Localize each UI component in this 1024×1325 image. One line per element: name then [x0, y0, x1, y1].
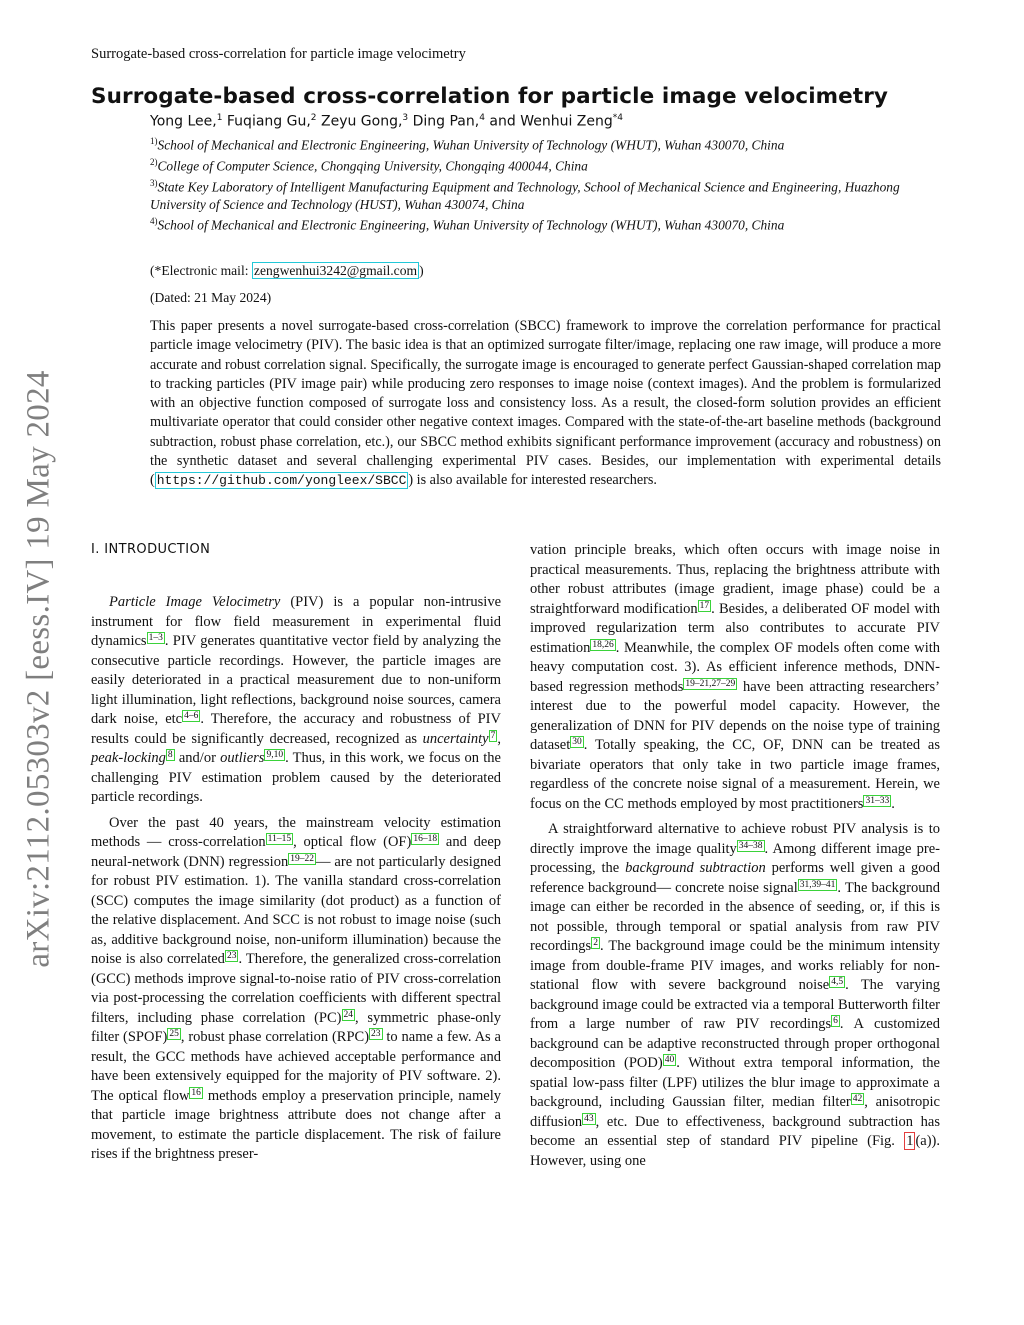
section-heading-introduction: I. INTRODUCTION [91, 542, 211, 557]
affiliation-text: School of Mechanical and Electronic Engineering, Wuhan University of Technology (WHUT), Wuhan 430070, China [157, 217, 785, 233]
paragraph [91, 814, 501, 1165]
citation-link[interactable]: 17 [699, 600, 710, 611]
text-run: and/or [174, 750, 221, 766]
author: Zeyu Gong, [320, 113, 403, 130]
citation-link[interactable]: 4,5 [831, 977, 844, 987]
text-run: . A customized background can be adaptive reconstructed through proper orthogonal decomposition (POD) [530, 1016, 940, 1071]
text-run: . Therefore, the accuracy and robustness of PIV results could be significantly decreased, recognized as [91, 711, 501, 747]
text-run: peak-locking [91, 750, 166, 766]
affiliation-number: 3) [150, 177, 158, 188]
text-run: uncertainty [422, 730, 489, 747]
citation-link[interactable]: 19–22 [290, 853, 314, 864]
citation-link[interactable]: 2 [593, 938, 598, 948]
text-run: outliers [220, 750, 265, 766]
citation-link[interactable]: 4–6 [184, 711, 199, 721]
author-affiliation-mark: *4 [612, 113, 623, 123]
text-run: . The background image can either be recorded in the absence of seeding, or, if this is not possible, through temporal or spatial analysis from raw PIV recordings [530, 879, 940, 954]
affiliation [150, 133, 940, 154]
citation-link[interactable]: 19–21,27–29 [685, 678, 736, 689]
affiliation-number: 4) [150, 216, 158, 227]
text-run: A straightforward alternative to achieve robust PIV analysis is to directly improve the image quality [530, 821, 940, 857]
citation-link[interactable]: 43 [584, 1113, 594, 1124]
text-run: . Thus, in this work, we focus on the challenging PIV estimation problem caused by the deteriorated particle recordings. [91, 750, 501, 805]
text-run: , optical flow (OF) [293, 834, 412, 850]
citation-link[interactable]: 16 [191, 1087, 201, 1098]
text-run: , [497, 730, 501, 747]
paragraph [91, 593, 501, 808]
affiliation-number: 2) [150, 156, 158, 167]
github-link[interactable]: https://github.com/yongleex/SBCC [156, 473, 407, 489]
citation-link[interactable]: 24 [343, 1009, 353, 1020]
text-run: Over the past 40 years, the mainstream velocity estimation methods — cross-correlation [91, 814, 501, 850]
text-run: to name a few. As a result, the GCC methods have achieved acceptable performance and have been extensively equipped for the majority of PIV software. 2). The optical flow [91, 1029, 501, 1104]
text-run: . Therefore, the generalized cross-correlation (GCC) methods improve signal-to-noise ratio of PIV cross-correlation via post-processing the correlation coefficients with different spectral filters, including phase correlation (PC) [91, 951, 501, 1026]
text-run: . The varying background image could be extracted via a temporal Butterworth filter from a large number of raw PIV recordings [530, 977, 940, 1032]
text-run: methods employ a preservation principle, namely that particle image brightness attribute does not change after a movement, to estimate the particle displacement. The risk of failure rises if the brightness preser- [91, 1087, 501, 1162]
abstract [150, 317, 941, 491]
running-head: Surrogate-based cross-correlation for particle image velocimetry [91, 46, 466, 62]
affiliation-text: School of Mechanical and Electronic Engineering, Wuhan University of Technology (WHUT), Wuhan 430070, China [157, 137, 785, 153]
text-run: — are not particularly designed for robust PIV estimation. 1). The vanilla standard cross-correlation (SCC) computes the image similarity (dot product) as a function of the relative displacement. And SCC is not robust to image noise (such as, additive background noise, non-uniform illumination) because the noise is also correlated [91, 853, 501, 967]
text-run: have been attracting researchers’ interest due to the powerful model capacity. However, the generalization of DNN for PIV depends on the noise type of training dataset [530, 678, 940, 753]
citation-link[interactable]: 16–18 [413, 834, 438, 844]
author: Wenhui Zeng [520, 113, 613, 130]
affiliation [150, 154, 940, 175]
text-run: . The background image could be the minimum intensity image from double-frame PIV images, and works reliably for non-stational flow with severe background noise [530, 938, 940, 993]
affiliations [150, 133, 940, 234]
text-run: (PIV) is a popular non-intrusive instrument for flow field measurement in experimental fluid dynamics [91, 594, 502, 649]
citation-link[interactable]: 8 [167, 750, 173, 760]
text-run: , symmetric phase-only filter (SPOF) [91, 1009, 501, 1045]
text-run: , robust phase correlation (RPC) [180, 1029, 370, 1045]
citation-link[interactable]: 31–33 [865, 795, 890, 806]
author: Yong Lee, [150, 113, 217, 130]
text-run: . Without extra temporal information, the spatial low-pass filter (LPF) utilizes the blur image to approximate a background, including Gaussian filter, median filter [530, 1055, 940, 1110]
affiliation-number: 1) [150, 136, 158, 146]
affiliation [150, 213, 940, 234]
citation-link[interactable]: 30 [572, 737, 582, 747]
paragraph [530, 820, 940, 1171]
email-suffix: ) [419, 263, 424, 278]
citation-link[interactable]: 18,26 [592, 639, 614, 650]
author-affiliation-mark: 2 [310, 113, 317, 123]
figure-reference-link[interactable]: 1 [906, 1133, 914, 1149]
author-affiliation-mark: 3 [402, 113, 409, 123]
citation-link[interactable]: 31,39–41 [799, 879, 836, 890]
right-column [530, 541, 940, 1171]
text-run: . PIV generates quantitative vector field by analyzing the consecutive particle recordings. However, the particle images are easily deteriorated in a practical measurement due to non-uniform light illumination, light reflections, background noise sources, camera dark noise, etc [91, 633, 501, 727]
text-run: . [891, 795, 895, 812]
citation-link[interactable]: 1–3 [148, 633, 163, 643]
abstract-tail: ) is also available for interested researchers. [408, 472, 657, 489]
text-run: . Totally speaking, the CC, OF, DNN can be treated as bivariate operators that only take in two particle image frames, regardless of the concrete noise signal of a measurement. Herein, we focus on the CC methods employed by most practitioners [530, 737, 940, 812]
dated-line: (Dated: 21 May 2024) [150, 290, 272, 305]
affiliation [150, 175, 940, 213]
text-run: (a)). However, using one [530, 1133, 940, 1169]
corresponding-email [150, 263, 424, 279]
citation-link[interactable]: 7 [490, 730, 496, 741]
citation-link[interactable]: 34–38 [738, 840, 763, 851]
email-link[interactable]: zengwenhui3242@gmail.com [253, 263, 418, 278]
author-affiliation-mark: 1 [216, 113, 223, 123]
paper-title: Surrogate-based cross-correlation for particle image velocimetry [91, 84, 889, 109]
left-column [91, 593, 501, 1165]
text-run: . Among different image pre-processing, the [530, 840, 940, 876]
affiliation-text: State Key Laboratory of Intelligent Manufacturing Equipment and Technology, School of Mechanical Science and Engineering, Huazhong University of Science and Technology (HUST), Wuhan 430074, China [150, 179, 900, 212]
text-run: performs well given a good reference background— concrete noise signal [530, 860, 940, 896]
citation-link[interactable]: 11–15 [267, 834, 292, 844]
citation-link[interactable]: 42 [852, 1094, 863, 1104]
text-run: background subtraction [625, 860, 766, 876]
author-affiliation-mark: 4 [479, 113, 485, 123]
text-run: Particle Image Velocimetry [109, 594, 281, 610]
citation-link[interactable]: 23 [226, 951, 237, 961]
text-run: . Meanwhile, the complex OF models often come with heavy computation cost. 3). As efficient inference methods, DNN-based regression methods [530, 639, 940, 695]
arxiv-identifier-text: arXiv:2112.05303v2 [eess.IV] 19 May 2024 [20, 370, 57, 968]
citation-link[interactable]: 9,10 [266, 750, 284, 760]
abstract-text: This paper presents a novel surrogate-based cross-correlation (SBCC) framework to improve the correlation performance for practical particle image velocimetry (PIV). The basic idea is that an optimized surrogate filter/image, replacing one raw image, will produce a more accurate and robust correlation signal. Specifically, the surrogate image is encouraged to generate perfect Gaussian-shaped correlation map to tracking particles (PIV image pair) while producing zero responses to image noise (context images). And the problem is formularized with an objective function composed of surrogate loss and consistency loss. As a result, the closed-form solution provides an efficient multivariate operator that could consider other negative context images. Compared with the state-of-the-art baseline methods (background subtraction, robust phase correlation, etc.), our SBCC method exhibits significant performance improvement (accuracy and robustness) on the synthetic dataset and several challenging experimental PIV cases. Besides, our implementation with experimental details ( [150, 318, 941, 489]
arxiv-identifier-stamp [14, 344, 64, 994]
paragraph [530, 541, 940, 814]
text-run: and deep neural-network (DNN) regression [91, 834, 501, 870]
citation-link[interactable]: 23 [371, 1029, 381, 1039]
text-run: vation principle breaks, which often occurs with image noise in practical measurements. Thus, replacing the brightness attribute with other robust attributes (image gradient, image phase) could be a straightforward modification [530, 542, 940, 617]
text-run: . Besides, a deliberated OF model with improved regularization term also contributes to accurate PIV estimation [530, 600, 941, 656]
affiliation-text: College of Computer Science, Chongqing University, Chongqing 400044, China [157, 158, 588, 174]
author: Ding Pan, [412, 113, 480, 130]
citation-link[interactable]: 40 [664, 1055, 675, 1065]
text-run: , etc. Due to effectiveness, background subtraction has become an essential step of standard PIV pipeline (Fig. [530, 1113, 940, 1149]
text-run: , anisotropic diffusion [530, 1094, 940, 1130]
citation-link[interactable]: 6 [833, 1016, 838, 1026]
author: Fuqiang Gu, [226, 113, 311, 130]
author-list [150, 113, 623, 130]
citation-link[interactable]: 25 [169, 1029, 179, 1039]
email-prefix: (*Electronic mail: [150, 263, 252, 278]
author-conjunction: and [489, 113, 516, 130]
